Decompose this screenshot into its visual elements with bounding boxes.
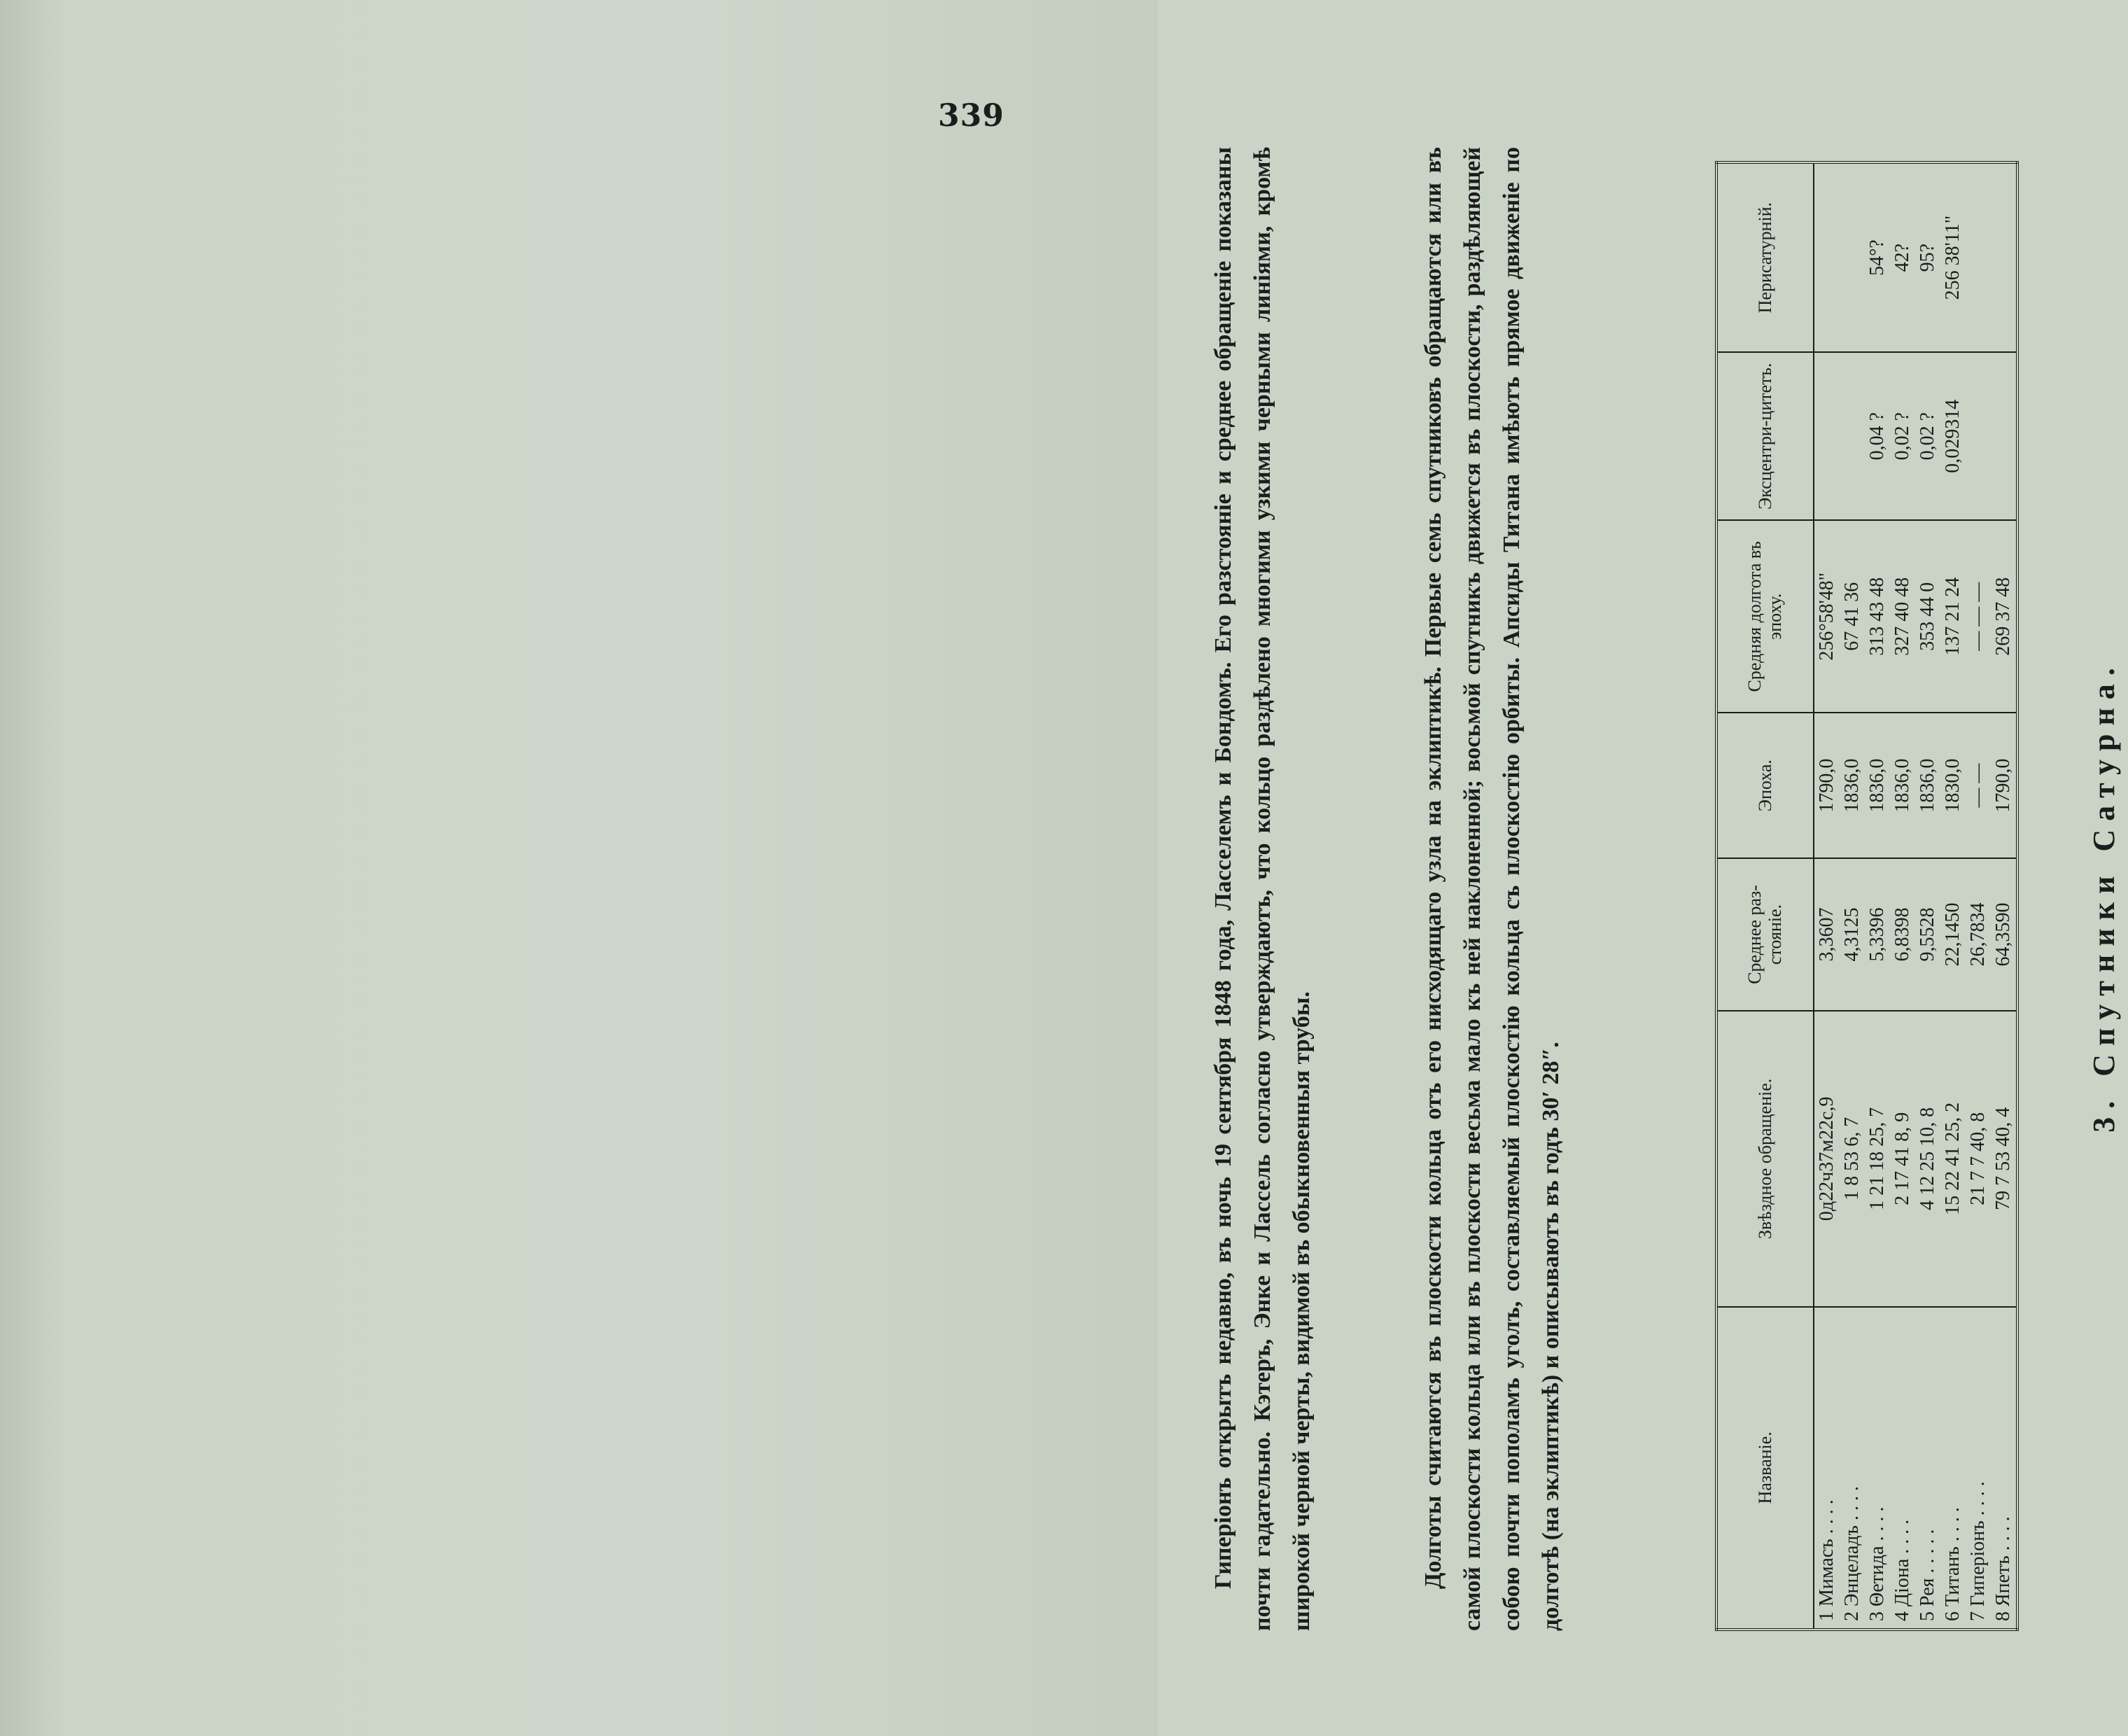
rotated-page-content bbox=[1113, 126, 2128, 1666]
satellite-table bbox=[1715, 161, 2019, 1631]
cell-epoch: — — bbox=[1966, 713, 1991, 858]
cell-mean-distance: 9,5528 bbox=[1915, 858, 1940, 1011]
cell-name: 6 Титанъ . . . . bbox=[1942, 1507, 1963, 1621]
column-header-name: Названіе. bbox=[1716, 1307, 1814, 1630]
cell-sidereal-period: 15 22 41 25, 2 bbox=[1940, 1011, 1966, 1306]
cell-epoch: 1836,0 bbox=[1840, 713, 1865, 858]
column-header-sidereal-period: Звѣздное обращеніе. bbox=[1716, 1011, 1814, 1306]
table-row bbox=[1915, 162, 1940, 1630]
cell-perisaturnium bbox=[1840, 162, 1865, 352]
table-header-row bbox=[1716, 162, 1814, 1630]
cell-sidereal-period: 79 7 53 40, 4 bbox=[1991, 1011, 2017, 1306]
table-row bbox=[1991, 162, 2017, 1630]
cell-mean-longitude: 67 41 36 bbox=[1840, 520, 1865, 713]
cell-sidereal-period: 1 21 18 25, 7 bbox=[1865, 1011, 1890, 1306]
cell-name: 7 Гиперіонъ . . . . bbox=[1967, 1481, 1989, 1621]
cell-sidereal-period: 2 17 41 8, 9 bbox=[1890, 1011, 1915, 1306]
cell-mean-longitude: 313 43 48 bbox=[1865, 520, 1890, 713]
cell-mean-distance: 4,3125 bbox=[1840, 858, 1865, 1011]
table-row bbox=[1865, 162, 1890, 1630]
cell-mean-longitude: 137 21 24 bbox=[1940, 520, 1966, 713]
cell-name: 8 Япетъ . . . . bbox=[1992, 1516, 2014, 1621]
paragraph-hyperion: Гиперіонъ открытъ недавно, въ ночь 19 сентября 1848 года, Ласселемъ и Бондомъ. Его разстояніе и среднее обращеніе показаны почти гадательно. Кэтеръ, Энке и Лассель согласно утверждаютъ, что кольцо раздѣлено многими узкими черными линіями, кромѣ широкой черной черты, видимой въ обыкновенныя трубы. bbox=[1210, 147, 1315, 1631]
table-row bbox=[1890, 162, 1915, 1630]
table-row bbox=[1840, 162, 1865, 1630]
cell-mean-longitude: 327 40 48 bbox=[1890, 520, 1915, 713]
column-header-mean-distance: Среднее раз-стояніе. bbox=[1716, 858, 1814, 1011]
column-header-epoch: Эпоха. bbox=[1716, 713, 1814, 858]
cell-mean-distance: 5,3396 bbox=[1865, 858, 1890, 1011]
cell-eccentricity: 0,04 ? bbox=[1865, 352, 1890, 520]
cell-name: 1 Мимасъ . . . . bbox=[1816, 1499, 1837, 1621]
column-header-mean-longitude: Средняя долгота въ эпоху. bbox=[1716, 520, 1814, 713]
cell-eccentricity bbox=[1966, 352, 1991, 520]
cell-sidereal-period: 0д22ч37м22с,9 bbox=[1814, 1011, 1840, 1306]
cell-sidereal-period: 1 8 53 6, 7 bbox=[1840, 1011, 1865, 1306]
column-header-perisaturnium: Перисатурній. bbox=[1716, 162, 1814, 352]
table-row bbox=[1940, 162, 1966, 1630]
cell-name: 4 Діона . . . . bbox=[1891, 1519, 1913, 1621]
cell-mean-longitude: 269 37 48 bbox=[1991, 520, 2017, 713]
cell-perisaturnium bbox=[1966, 162, 1991, 352]
cell-epoch: 1830,0 bbox=[1940, 713, 1966, 858]
cell-name: 3 Θетида . . . . bbox=[1866, 1506, 1888, 1621]
table-row bbox=[1814, 162, 1840, 1630]
cell-perisaturnium: 54°? bbox=[1865, 162, 1890, 352]
cell-mean-distance: 3,3607 bbox=[1814, 858, 1840, 1011]
cell-mean-longitude: — — — bbox=[1966, 520, 1991, 713]
cell-eccentricity: 0,02 ? bbox=[1915, 352, 1940, 520]
table-row bbox=[1966, 162, 1991, 1630]
page-number: 339 bbox=[938, 98, 1004, 134]
cell-mean-longitude: 256°58'48" bbox=[1814, 520, 1840, 713]
cell-perisaturnium bbox=[1991, 162, 2017, 352]
cell-epoch: 1836,0 bbox=[1865, 713, 1890, 858]
cell-sidereal-period: 21 7 7 40, 8 bbox=[1966, 1011, 1991, 1306]
cell-perisaturnium: 256 38'11" bbox=[1940, 162, 1966, 352]
cell-mean-distance: 26,7834 bbox=[1966, 858, 1991, 1011]
column-header-eccentricity: Эксцентри-цитетъ. bbox=[1716, 352, 1814, 520]
cell-name: 2 Энцеладъ . . . . bbox=[1841, 1485, 1863, 1621]
cell-sidereal-period: 4 12 25 10, 8 bbox=[1915, 1011, 1940, 1306]
cell-epoch: 1836,0 bbox=[1890, 713, 1915, 858]
cell-mean-distance: 6,8398 bbox=[1890, 858, 1915, 1011]
cell-eccentricity bbox=[1814, 352, 1840, 520]
cell-eccentricity: 0,02 ? bbox=[1890, 352, 1915, 520]
cell-epoch: 1790,0 bbox=[1814, 713, 1840, 858]
satellite-table-wrapper bbox=[1715, 161, 2079, 1631]
cell-epoch: 1790,0 bbox=[1991, 713, 2017, 858]
cell-name: 5 Рея . . . . . bbox=[1917, 1529, 1938, 1621]
paragraph-longitudes: Долготы считаются въ плоскости кольца отъ его нисходящаго узла на эклиптикѣ. Первые семь спутниковъ обращаются или въ самой плоскости кольца или въ плоскости весьма мало къ ней наклоненной; восьмой спутникъ движется въ плоскости, раздѣляющей собою почти пополамъ уголъ, составляемый плоскостію кольца съ плоскостію орбиты. Апсиды Титана имѣютъ прямое движеніе по долготѣ (на эклиптикѣ) и описываютъ въ годъ 30′ 28″. bbox=[1420, 147, 1564, 1631]
cell-eccentricity: 0,029314 bbox=[1940, 352, 1966, 520]
cell-mean-longitude: 353 44 0 bbox=[1915, 520, 1940, 713]
cell-eccentricity bbox=[1991, 352, 2017, 520]
cell-mean-distance: 22,1450 bbox=[1940, 858, 1966, 1011]
cell-perisaturnium: 95? bbox=[1915, 162, 1940, 352]
cell-perisaturnium: 42? bbox=[1890, 162, 1915, 352]
cell-epoch: 1836,0 bbox=[1915, 713, 1940, 858]
cell-eccentricity bbox=[1840, 352, 1865, 520]
cell-perisaturnium bbox=[1814, 162, 1840, 352]
table-body bbox=[1814, 162, 2017, 1630]
section-title: 3. Спутники Сатурна. bbox=[2087, 659, 2121, 1133]
cell-mean-distance: 64,3590 bbox=[1991, 858, 2017, 1011]
